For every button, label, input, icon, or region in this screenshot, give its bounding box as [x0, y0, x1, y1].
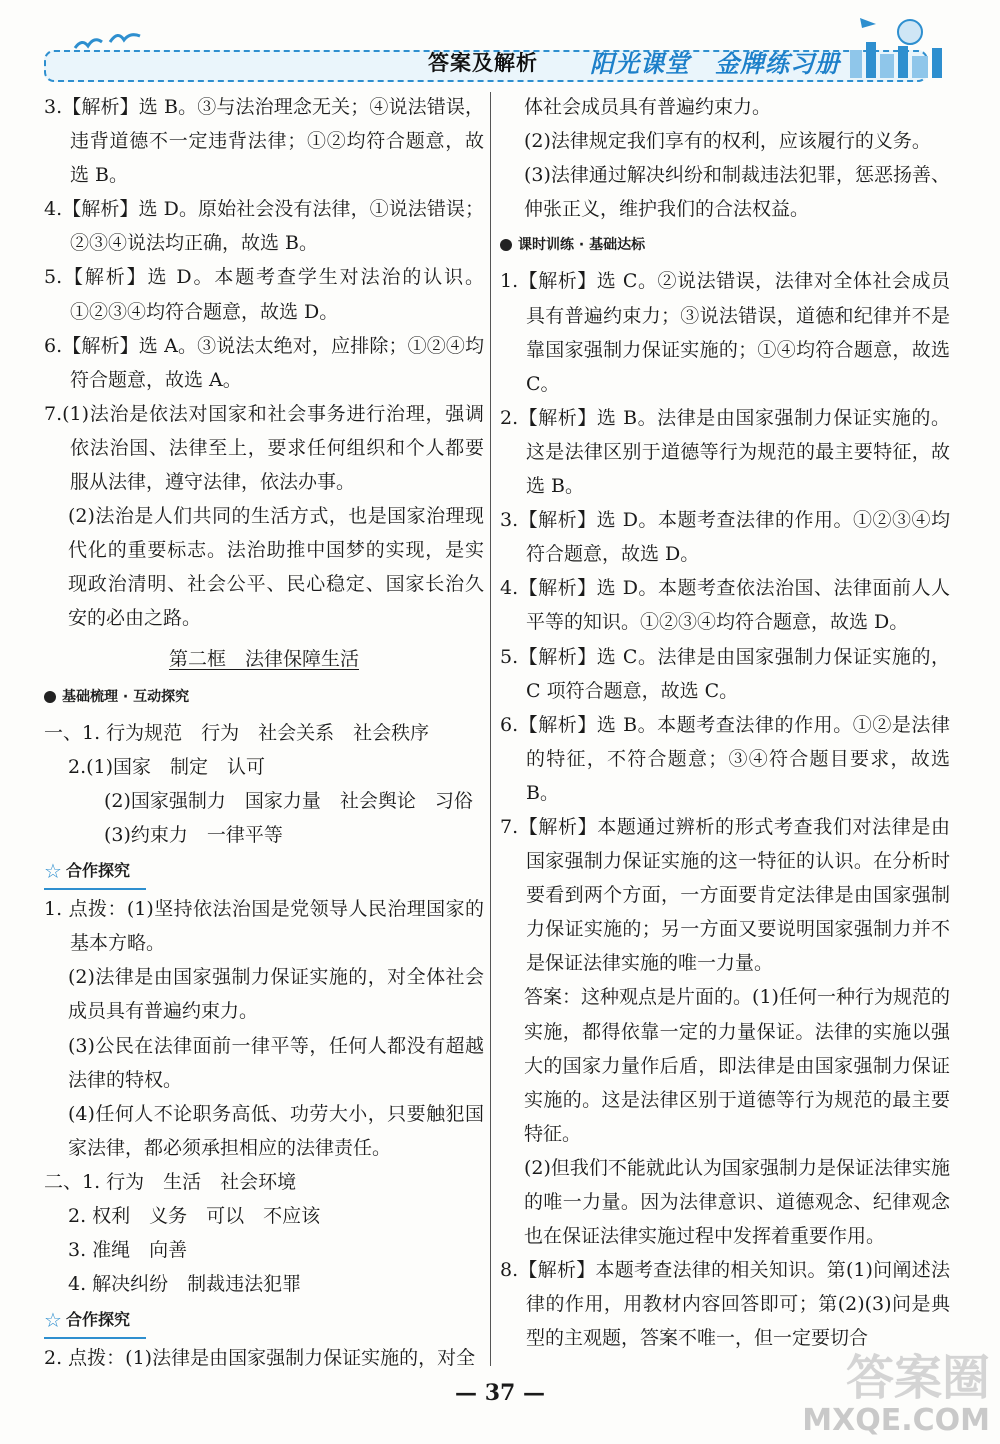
answer-paragraph: 3. 准绳 向善 [68, 1239, 188, 1262]
answer-paragraph: (3)公民在法律面前一律平等，任何人都没有超越法律的特权。 [68, 1034, 484, 1091]
answer-paragraph: 3.【解析】选 D。本题考查法律的作用。①②③④均符合题意，故选 D。 [500, 509, 950, 566]
answer-paragraph: 7.(1)法治是依法对国家和社会事务进行治理，强调依法治国、法律至上，要求任何组织和个人都要服从法律，遵守法律，依法办事。 [44, 402, 484, 494]
section-heading-text: 基础梳理 · 互动探究 [62, 688, 190, 705]
answer-paragraph: (3)约束力 一律平等 [104, 823, 283, 846]
answer-paragraph: (2)但我们不能就此认为国家强制力是保证法律实施的唯一力量。因为法律意识、道德观念、纪律观念也在保证法律实施过程中发挥着重要作用。 [524, 1156, 950, 1248]
answer-paragraph: 答案：这种观点是片面的。(1)任何一种行为规范的实施，都得依靠一定的力量保证。法律的实施以强大的国家力量作后盾，即法律是由国家强制力保证实施的。这是法律区别于道德等行为规范的最主要特征。 [524, 986, 950, 1145]
star-icon: ☆ [44, 859, 62, 884]
answer-paragraph: 一、1. 行为规范 行为 社会关系 社会秩序 [44, 721, 430, 744]
section-title [44, 642, 484, 676]
answer-paragraph: (2)法律规定我们享有的权利，应该履行的义务。 [524, 130, 931, 153]
watermark [802, 1350, 990, 1438]
bullet-icon [500, 239, 512, 251]
watermark-logo: 答案圈 [845, 1350, 990, 1406]
answer-paragraph: 8.【解析】本题考查法律的相关知识。第(1)问阐述法律的作用，用教材内容回答即可；第(2)(3)问是典型的主观题，答案不唯一，但一定要切合 [500, 1259, 950, 1350]
page-header [0, 0, 1000, 90]
section-title-text: 第二框 法律保障生活 [168, 647, 359, 670]
section-heading [44, 680, 484, 714]
answer-paragraph: 体社会成员具有普遍约束力。 [524, 96, 772, 118]
section-heading [500, 228, 950, 262]
answer-paragraph: 1. 点拨：(1)坚持依法治国是党领导人民治理国家的基本方略。 [44, 898, 484, 955]
page-number: — 37 — [455, 1380, 545, 1406]
answer-paragraph: (2)法治是人们共同的生活方式，也是国家治理现代化的重要标志。法治助推中国梦的实现，是实现政治清明、社会公平、民心稳定、国家长治久安的必由之路。 [68, 505, 484, 630]
answer-paragraph: 4. 解决纠纷 制裁违法犯罪 [68, 1273, 302, 1296]
coop-heading [44, 1303, 146, 1339]
answer-paragraph: (4)任何人不论职务高低、功劳大小，只要触犯国家法律，都必须承担相应的法律责任。 [68, 1102, 484, 1159]
answer-paragraph: 3.【解析】选 B。③与法治理念无关；④说法错误，违背道德不一定违背法律；①②均符合题意，故选 B。 [44, 96, 484, 187]
left-column [44, 90, 484, 1375]
answer-paragraph: 4.【解析】选 D。原始社会没有法律，①说法错误；②③④说法均正确，故选 B。 [44, 198, 484, 255]
answer-paragraph: 1.【解析】选 C。②说法错误，法律对全体社会成员具有普遍约束力；③说法错误，道德和纪律并不是靠国家强制力保证实施的；①④均符合题意，故选 C。 [500, 270, 950, 395]
section-heading-text: 课时训练 · 基础达标 [518, 237, 646, 254]
answer-paragraph: 二、1. 行为 生活 社会环境 [44, 1170, 297, 1193]
answer-paragraph: (2)法律是由国家强制力保证实施的，对全体社会成员具有普遍约束力。 [68, 966, 484, 1023]
coop-heading-text: 合作探究 [65, 861, 130, 881]
answer-paragraph: 2.【解析】选 B。法律是由国家强制力保证实施的。这是法律区别于道德等行为规范的最主要特征，故选 B。 [500, 406, 950, 498]
answer-paragraph: 2.(1)国家 制定 认可 [68, 755, 266, 778]
answer-paragraph: 6.【解析】选 A。③说法太绝对，应排除；①②④均符合题意，故选 A。 [44, 334, 484, 391]
right-column [500, 90, 950, 1355]
header-brand: 阳光课堂 金牌练习册 [590, 49, 840, 78]
answer-paragraph: 2. 点拨：(1)法律是由国家强制力保证实施的，对全 [44, 1347, 476, 1370]
answer-paragraph: 7.【解析】本题通过辨析的形式考查我们对法律是由国家强制力保证实施的这一特征的认识。在分析时要看到两个方面，一方面要肯定法律是由国家强制力保证实施的；另一方面又要说明国家强制力并不是保证法律实施的唯一力量。 [500, 815, 950, 975]
answer-paragraph: 2. 权利 义务 可以 不应该 [68, 1205, 321, 1227]
star-icon: ☆ [44, 1308, 62, 1333]
column-divider [490, 92, 491, 1366]
answer-paragraph: (3)法律通过解决纠纷和制裁违法犯罪，惩恶扬善、伸张正义，维护我们的合法权益。 [524, 164, 950, 221]
watermark-url: MXQE.COM [802, 1403, 990, 1438]
answer-paragraph: 4.【解析】选 D。本题考查依法治国、法律面前人人平等的知识。①②③④均符合题意，故选 D。 [500, 577, 950, 634]
birds-icon [70, 28, 160, 58]
answer-paragraph: 5.【解析】选 D。本题考查学生对法治的认识。①②③④均符合题意，故选 D。 [44, 266, 484, 323]
city-skyline-icon [840, 10, 960, 80]
coop-heading [44, 854, 146, 890]
answer-paragraph: (2)国家强制力 国家力量 社会舆论 习俗 [104, 789, 473, 812]
bullet-icon [44, 691, 56, 703]
answer-paragraph: 6.【解析】选 B。本题考查法律的作用。①②是法律的特征，不符合题意；③④符合题目要求，故选 B。 [500, 713, 950, 804]
header-title: 答案及解析 [428, 50, 538, 75]
coop-heading-text: 合作探究 [65, 1310, 130, 1330]
answer-paragraph: 5.【解析】选 C。法律是由国家强制力保证实施的，C 项符合题意，故选 C。 [500, 645, 950, 702]
